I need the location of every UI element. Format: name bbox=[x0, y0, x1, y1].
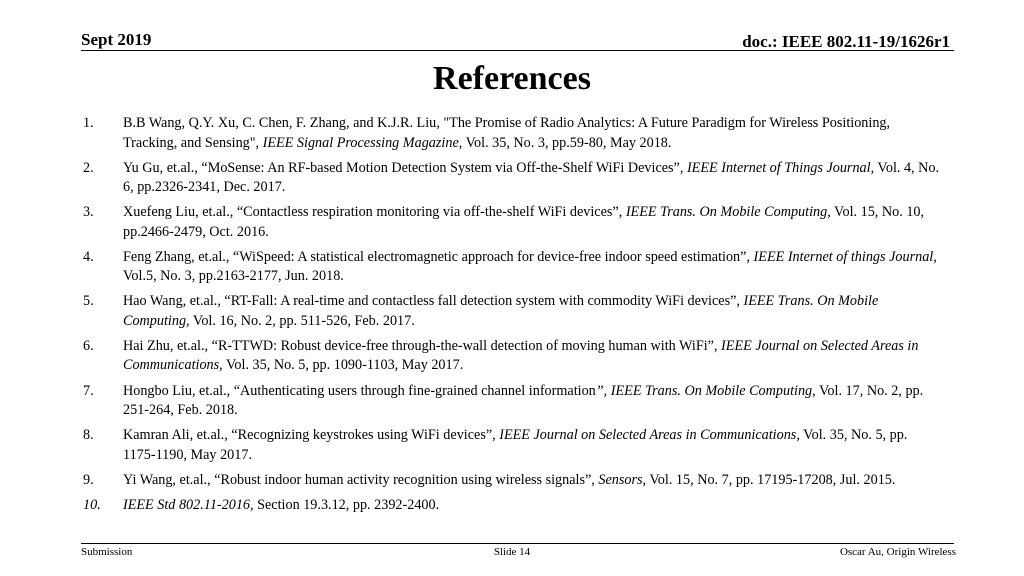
footer-submission: Submission bbox=[81, 546, 133, 558]
reference-number: 1. bbox=[83, 115, 94, 131]
reference-text bbox=[123, 382, 943, 421]
reference-fragment: Yu Gu, et.al., “MoSense: An RF-based Motion Detection System via Off-the-Shelf WiFi Devices”, bbox=[123, 159, 687, 176]
footer-divider bbox=[81, 543, 954, 544]
reference-list bbox=[83, 114, 943, 521]
reference-number: 5. bbox=[83, 293, 94, 310]
reference-fragment: Hai Zhu, et.al., “R-TTWD: Robust device-free through-the-wall detection of moving human with WiFi”, bbox=[123, 337, 722, 354]
reference-item bbox=[83, 292, 943, 331]
reference-fragment: Kamran Ali, et.al., “Recognizing keystrokes using WiFi devices”, bbox=[123, 427, 500, 444]
reference-item bbox=[83, 203, 943, 242]
reference-fragment: , Vol. 35, No. 3, pp.59-80, May 2018. bbox=[458, 134, 672, 151]
reference-item bbox=[83, 159, 943, 198]
reference-fragment: Vol. 35, No. 5, pp. 1175-1190, May 2017. bbox=[123, 427, 908, 463]
footer-author: Oscar Au, Origin Wireless bbox=[839, 546, 956, 558]
reference-source: Sensors, bbox=[598, 471, 647, 488]
header-divider bbox=[81, 50, 954, 51]
reference-item bbox=[83, 426, 943, 465]
reference-text bbox=[123, 292, 943, 331]
reference-fragment: Vol. 17, No. 2, pp. 251-264, Feb. 2018. bbox=[123, 382, 924, 419]
footer-slide-number: Slide 14 bbox=[493, 546, 531, 558]
reference-text bbox=[123, 337, 943, 376]
reference-source: IEEE Journal on Selected Areas in Communications, bbox=[499, 427, 800, 444]
reference-fragment: Vol.5, No. 3, pp.2163-2177, Jun. 2018. bbox=[123, 268, 344, 285]
reference-source: ”, IEEE Trans. On Mobile Computing, bbox=[595, 382, 816, 399]
reference-number: 7. bbox=[83, 382, 94, 399]
reference-text bbox=[123, 203, 943, 242]
header-doc-id: doc.: IEEE 802.11-19/1626r1 bbox=[742, 32, 950, 51]
reference-fragment: Section 19.3.12, pp. 2392-2400. bbox=[253, 496, 440, 513]
reference-text bbox=[123, 248, 943, 287]
reference-text bbox=[123, 426, 943, 465]
reference-item bbox=[83, 337, 943, 376]
reference-fragment: Vol. 15, No. 10, pp.2466-2479, Oct. 2016. bbox=[123, 204, 925, 240]
header-date: Sept 2019 bbox=[81, 30, 152, 49]
reference-fragment: Yi Wang, et.al., “Robust indoor human activity recognition using wireless signals”, bbox=[123, 471, 599, 488]
reference-text bbox=[123, 114, 943, 153]
reference-number: 10. bbox=[83, 496, 101, 513]
reference-fragment: Vol. 16, No. 2, pp. 511-526, Feb. 2017. bbox=[189, 312, 415, 329]
reference-text bbox=[123, 159, 943, 198]
reference-number: 3. bbox=[83, 204, 94, 221]
reference-source: IEEE Internet of Things Journal, bbox=[686, 159, 875, 176]
reference-fragment: Xuefeng Liu, et.al., “Contactless respiration monitoring via off-the-shelf WiFi devices”, bbox=[123, 204, 626, 221]
reference-item bbox=[83, 496, 943, 516]
reference-source: IEEE Internet of things Journal, bbox=[753, 248, 937, 265]
reference-number: 4. bbox=[83, 248, 94, 265]
reference-number: 6. bbox=[83, 337, 94, 354]
reference-fragment: Vol. 4, No. 6, pp.2326-2341, Dec. 2017. bbox=[123, 159, 940, 196]
reference-source: IEEE Std 802.11-2016, bbox=[123, 496, 254, 513]
reference-item bbox=[83, 471, 943, 491]
reference-fragment: Vol. 35, No. 5, pp. 1090-1103, May 2017. bbox=[222, 357, 464, 374]
reference-source: IEEE Signal Processing Magazine bbox=[262, 134, 459, 151]
reference-fragment: B.B Wang, Q.Y. Xu, C. Chen, F. Zhang, and K.J.R. Liu, "The Promise of Radio Analytics: A Future Paradigm for Wireless Positioning, Tracking, and Sensing", bbox=[123, 115, 891, 151]
reference-text bbox=[123, 496, 943, 516]
reference-number: 8. bbox=[83, 427, 94, 444]
reference-fragment: Hongbo Liu, et.al., “Authenticating users through fine-grained channel information bbox=[123, 382, 596, 399]
reference-text bbox=[123, 471, 943, 491]
reference-item bbox=[83, 382, 943, 421]
reference-number: 2. bbox=[83, 159, 94, 176]
reference-fragment: Feng Zhang, et.al., “WiSpeed: A statistical electromagnetic approach for device-free indoor speed estimation”, bbox=[123, 248, 754, 265]
reference-item bbox=[83, 248, 943, 287]
reference-source: IEEE Trans. On Mobile Computing, bbox=[625, 204, 831, 221]
reference-fragment: Vol. 15, No. 7, pp. 17195-17208, Jul. 2015. bbox=[646, 471, 896, 488]
reference-fragment: Hao Wang, et.al., “RT-Fall: A real-time and contactless fall detection system with commodity WiFi devices”, bbox=[123, 293, 744, 310]
reference-item bbox=[83, 114, 943, 153]
reference-number: 9. bbox=[83, 471, 94, 488]
reference-source: IEEE Journal on Selected Areas in Communications, bbox=[123, 337, 919, 374]
reference-source: IEEE Trans. On Mobile Computing, bbox=[123, 293, 879, 329]
slide-title: References bbox=[433, 60, 591, 97]
